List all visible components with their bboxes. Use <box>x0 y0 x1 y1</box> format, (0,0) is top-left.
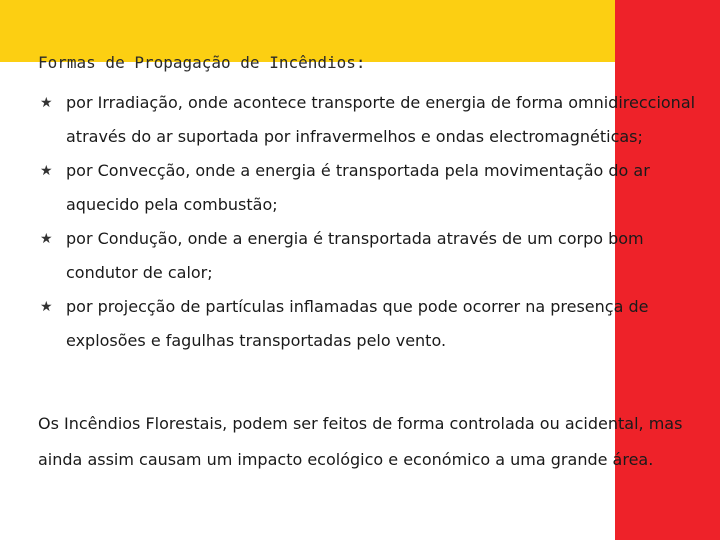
bullet-text: por Irradiação, onde acontece transporte de energia de forma omnidireccional através do ar suportada por infravermelhos e ondas electromagnéticas; <box>66 93 696 146</box>
bullet-item-irradiacao <box>38 86 708 154</box>
bullet-item-projeccao <box>38 290 708 358</box>
bullet-item-conducao <box>38 222 708 290</box>
bullet-item-conveccao <box>38 154 708 222</box>
bullet-text: por projecção de partículas inflamadas que pode ocorrer na presença de explosões e fagulhas transportadas pelo vento. <box>66 297 649 350</box>
star-icon: ★ <box>40 163 53 179</box>
bullet-text: por Convecção, onde a energia é transportada pela movimentação do ar aquecido pela combustão; <box>66 161 650 214</box>
closing-paragraph: Os Incêndios Florestais, podem ser feitos de forma controlada ou acidental, mas ainda assim causam um impacto ecológico e económico a uma grande área. <box>38 414 683 469</box>
star-icon: ★ <box>40 95 53 111</box>
star-icon: ★ <box>40 299 53 315</box>
star-icon: ★ <box>40 231 53 247</box>
bullet-list <box>38 86 708 358</box>
slide-title: Formas de Propagação de Incêndios: <box>38 53 366 72</box>
bullet-text: por Condução, onde a energia é transportada através de um corpo bom condutor de calor; <box>66 229 644 282</box>
